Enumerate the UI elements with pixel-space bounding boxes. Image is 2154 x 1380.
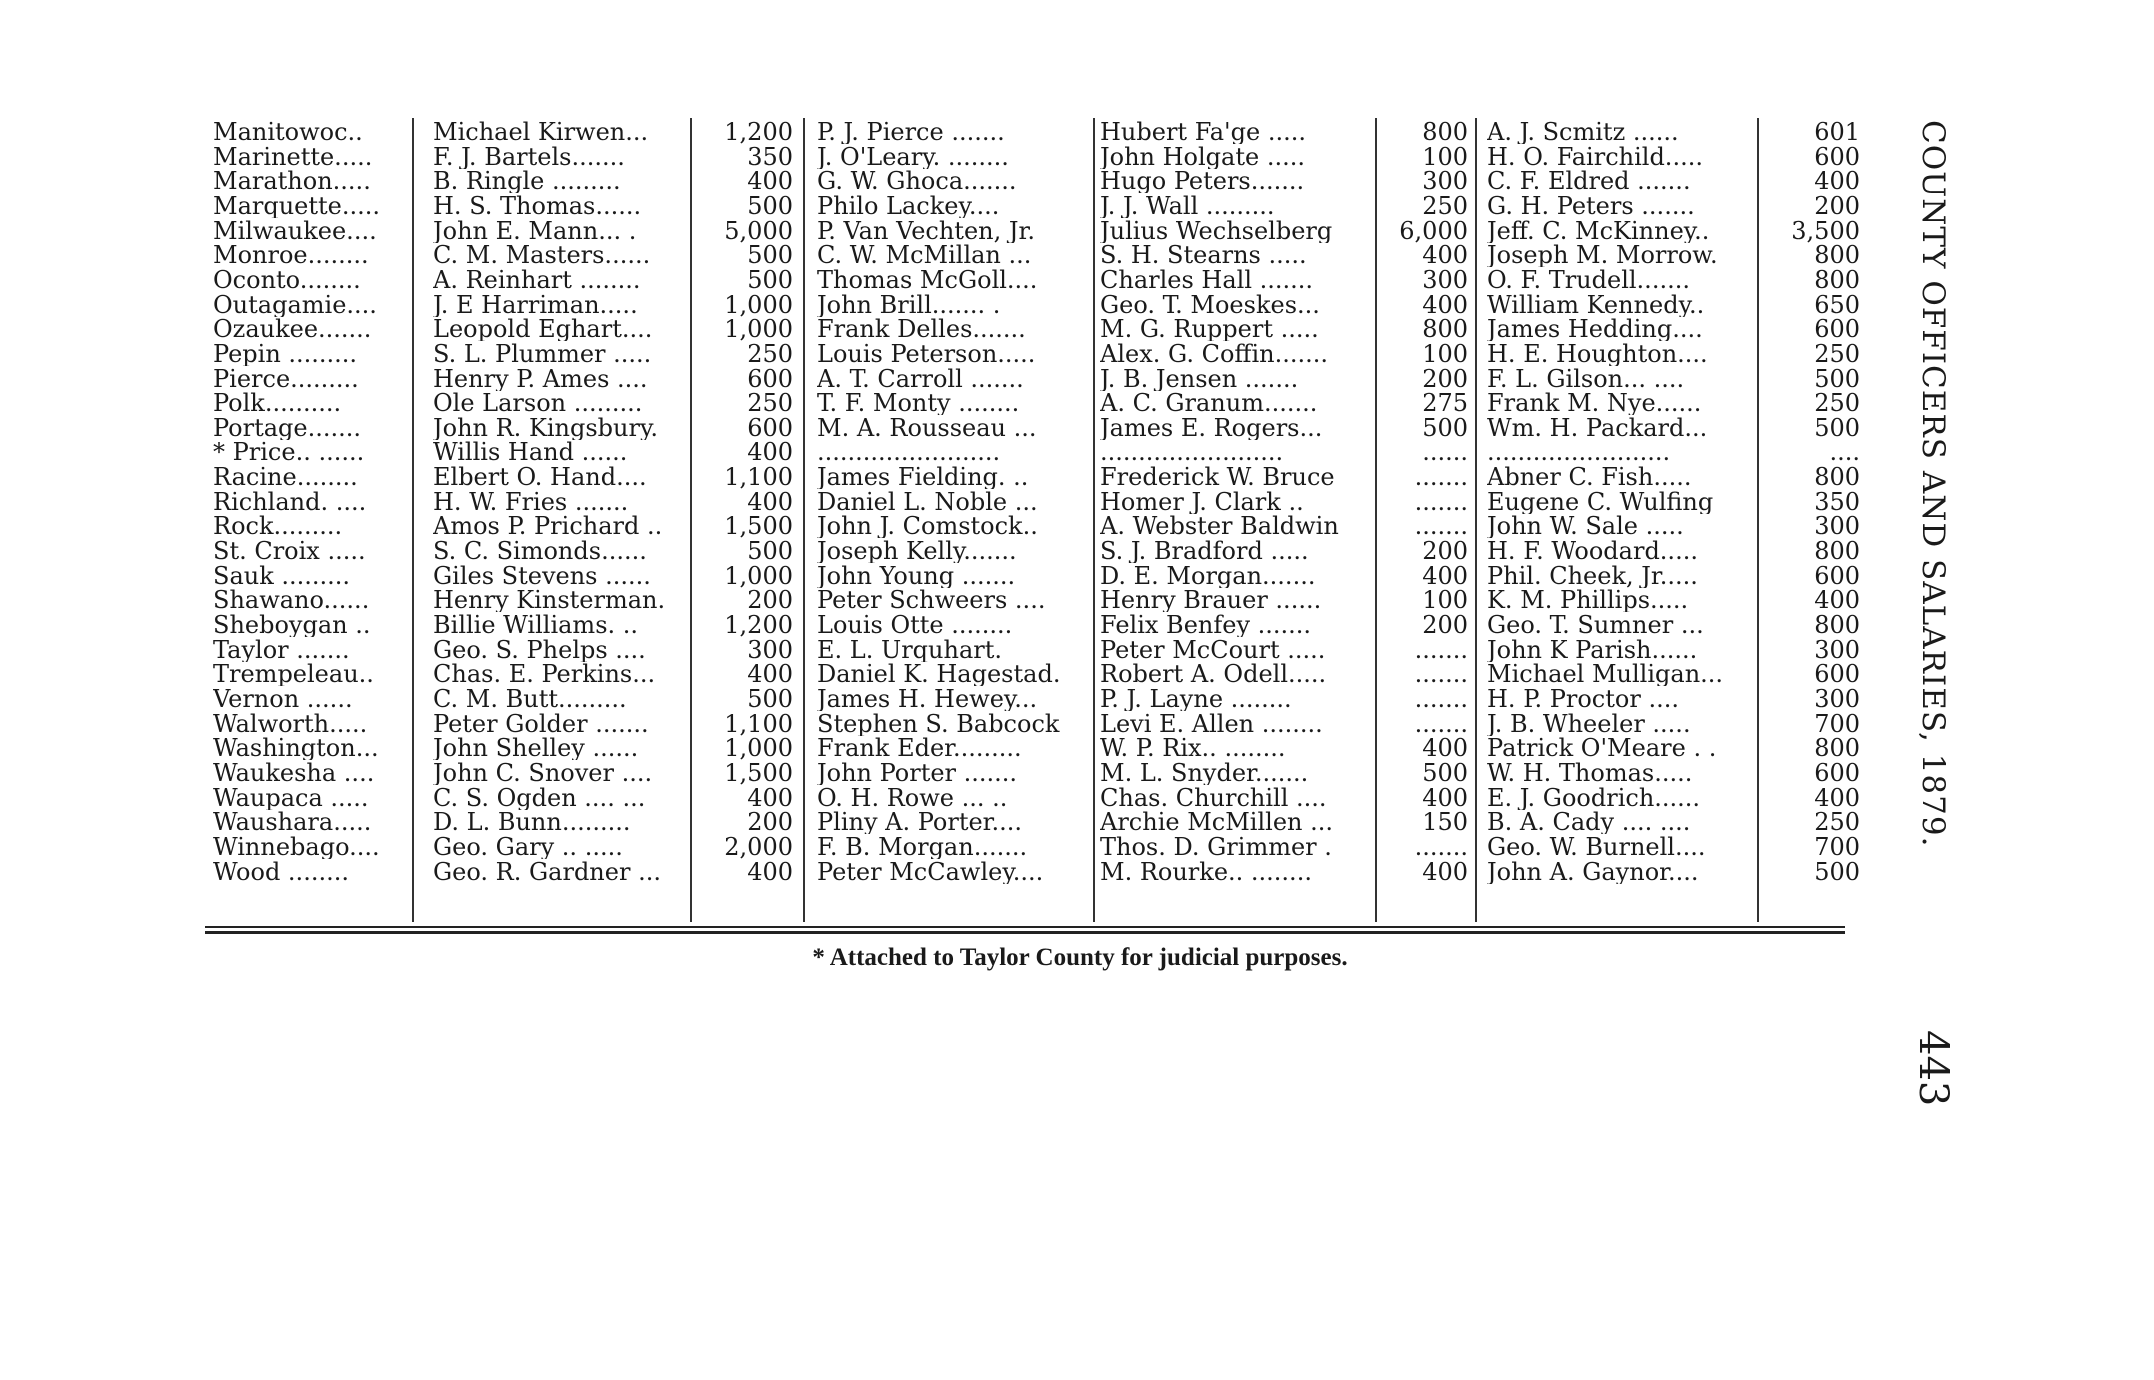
register-of-deeds: E. J. Goodrich...... bbox=[1487, 786, 1701, 810]
register-salary: 200 bbox=[1814, 194, 1860, 218]
register-salary: 250 bbox=[1814, 342, 1860, 366]
treasurer-salary: 200 bbox=[1422, 367, 1468, 391]
table-row bbox=[205, 416, 1865, 440]
county-treasurer: J. B. Jensen ....... bbox=[1100, 367, 1299, 391]
treasurer-salary: ....... bbox=[1414, 712, 1468, 736]
county-name: Milwaukee.... bbox=[213, 219, 377, 243]
county-clerk: F. B. Morgan....... bbox=[817, 835, 1028, 859]
county-clerk: James Fielding. .. bbox=[817, 465, 1029, 489]
county-judge: J. E Harriman..... bbox=[433, 293, 638, 317]
county-name: Outagamie.... bbox=[213, 293, 377, 317]
county-judge: H. W. Fries ....... bbox=[433, 490, 629, 514]
county-judge: Ole Larson ......... bbox=[433, 391, 643, 415]
register-salary: 300 bbox=[1814, 638, 1860, 662]
table-row bbox=[205, 342, 1865, 366]
register-of-deeds: H. O. Fairchild..... bbox=[1487, 145, 1703, 169]
register-salary: 500 bbox=[1814, 860, 1860, 884]
county-judge: C. M. Masters...... bbox=[433, 243, 651, 267]
register-of-deeds: Patrick O'Meare . . bbox=[1487, 736, 1717, 760]
county-clerk: M. A. Rousseau ... bbox=[817, 416, 1037, 440]
table-row bbox=[205, 293, 1865, 317]
register-salary: 700 bbox=[1814, 835, 1860, 859]
county-judge: F. J. Bartels....... bbox=[433, 145, 625, 169]
county-treasurer: Homer J. Clark .. bbox=[1100, 490, 1304, 514]
judge-salary: 400 bbox=[747, 490, 793, 514]
table-row bbox=[205, 638, 1865, 662]
table-row bbox=[205, 243, 1865, 267]
column-divider bbox=[690, 118, 692, 922]
county-name: Sheboygan .. bbox=[213, 613, 371, 637]
footnote: * Attached to Taylor County for judicial purposes. bbox=[812, 944, 1348, 971]
register-of-deeds: Eugene C. Wulfing bbox=[1487, 490, 1714, 514]
county-treasurer: M. Rourke.. ........ bbox=[1100, 860, 1312, 884]
county-name: Shawano...... bbox=[213, 588, 370, 612]
county-treasurer: Robert A. Odell..... bbox=[1100, 662, 1327, 686]
register-of-deeds: H. P. Proctor .... bbox=[1487, 687, 1679, 711]
treasurer-salary: 400 bbox=[1422, 564, 1468, 588]
judge-salary: 1,200 bbox=[724, 613, 793, 637]
county-name: Oconto........ bbox=[213, 268, 361, 292]
judge-salary: 400 bbox=[747, 786, 793, 810]
judge-salary: 350 bbox=[747, 145, 793, 169]
county-judge: Elbert O. Hand.... bbox=[433, 465, 647, 489]
treasurer-salary: 400 bbox=[1422, 243, 1468, 267]
register-salary: 600 bbox=[1814, 317, 1860, 341]
register-salary: 500 bbox=[1814, 367, 1860, 391]
register-of-deeds: Jeff. C. McKinney.. bbox=[1487, 219, 1710, 243]
register-of-deeds: ........................ bbox=[1487, 440, 1671, 464]
county-clerk: O. H. Rowe ... .. bbox=[817, 786, 1008, 810]
county-name: Marinette..... bbox=[213, 145, 373, 169]
register-of-deeds: Abner C. Fish..... bbox=[1487, 465, 1692, 489]
column-divider bbox=[1757, 118, 1759, 922]
judge-salary: 300 bbox=[747, 638, 793, 662]
judge-salary: 500 bbox=[747, 687, 793, 711]
county-treasurer: Julius Wechselberg bbox=[1100, 219, 1333, 243]
register-salary: 600 bbox=[1814, 662, 1860, 686]
register-of-deeds: Wm. H. Packard... bbox=[1487, 416, 1708, 440]
treasurer-salary: 500 bbox=[1422, 761, 1468, 785]
treasurer-salary: 300 bbox=[1422, 169, 1468, 193]
county-judge: Geo. R. Gardner ... bbox=[433, 860, 661, 884]
county-clerk: G. W. Ghoca....... bbox=[817, 169, 1017, 193]
county-name: St. Croix ..... bbox=[213, 539, 366, 563]
table-row bbox=[205, 120, 1865, 144]
county-clerk: John Brill....... . bbox=[817, 293, 1001, 317]
county-clerk: J. O'Leary. ........ bbox=[817, 145, 1009, 169]
table-row bbox=[205, 786, 1865, 810]
register-of-deeds: Geo. W. Burnell.... bbox=[1487, 835, 1706, 859]
county-judge: B. Ringle ......... bbox=[433, 169, 621, 193]
table-row bbox=[205, 391, 1865, 415]
county-judge: John E. Mann... . bbox=[433, 219, 637, 243]
judge-salary: 500 bbox=[747, 539, 793, 563]
county-clerk: Daniel L. Noble ... bbox=[817, 490, 1038, 514]
treasurer-salary: 800 bbox=[1422, 120, 1468, 144]
county-treasurer: John Holgate ..... bbox=[1100, 145, 1305, 169]
county-clerk: C. W. McMillan ... bbox=[817, 243, 1032, 267]
table-row bbox=[205, 810, 1865, 834]
county-name: Manitowoc.. bbox=[213, 120, 363, 144]
register-of-deeds: Joseph M. Morrow. bbox=[1487, 243, 1718, 267]
treasurer-salary: 100 bbox=[1422, 588, 1468, 612]
county-judge: C. S. Ogden .... ... bbox=[433, 786, 646, 810]
register-salary: 600 bbox=[1814, 761, 1860, 785]
county-judge: D. L. Bunn......... bbox=[433, 810, 631, 834]
judge-salary: 600 bbox=[747, 367, 793, 391]
county-clerk: John Porter ....... bbox=[817, 761, 1018, 785]
county-name: Racine........ bbox=[213, 465, 358, 489]
county-treasurer: D. E. Morgan....... bbox=[1100, 564, 1316, 588]
county-clerk: P. Van Vechten, Jr. bbox=[817, 219, 1035, 243]
table-row bbox=[205, 219, 1865, 243]
county-treasurer: W. P. Rix.. ........ bbox=[1100, 736, 1286, 760]
county-judge: John R. Kingsbury. bbox=[433, 416, 658, 440]
judge-salary: 2,000 bbox=[724, 835, 793, 859]
county-treasurer: Hugo Peters....... bbox=[1100, 169, 1305, 193]
treasurer-salary: 250 bbox=[1422, 194, 1468, 218]
county-name: Pierce......... bbox=[213, 367, 359, 391]
county-name: Ozaukee....... bbox=[213, 317, 372, 341]
register-salary: 601 bbox=[1814, 120, 1860, 144]
county-clerk: Peter Schweers .... bbox=[817, 588, 1046, 612]
register-salary: 800 bbox=[1814, 243, 1860, 267]
treasurer-salary: ....... bbox=[1414, 687, 1468, 711]
county-treasurer: P. J. Layne ........ bbox=[1100, 687, 1292, 711]
judge-salary: 1,000 bbox=[724, 293, 793, 317]
county-treasurer: M. L. Snyder....... bbox=[1100, 761, 1309, 785]
register-of-deeds: K. M. Phillips..... bbox=[1487, 588, 1689, 612]
county-treasurer: A. Webster Baldwin bbox=[1100, 514, 1339, 538]
county-judge: S. C. Simonds...... bbox=[433, 539, 647, 563]
table-row bbox=[205, 662, 1865, 686]
judge-salary: 1,100 bbox=[724, 465, 793, 489]
county-treasurer: Thos. D. Grimmer . bbox=[1100, 835, 1332, 859]
county-treasurer: Chas. Churchill .... bbox=[1100, 786, 1327, 810]
treasurer-salary: ...... bbox=[1422, 440, 1468, 464]
register-of-deeds: John A. Gaynor.... bbox=[1487, 860, 1699, 884]
register-salary: 800 bbox=[1814, 539, 1860, 563]
treasurer-salary: 400 bbox=[1422, 786, 1468, 810]
judge-salary: 500 bbox=[747, 194, 793, 218]
county-name: Wood ........ bbox=[213, 860, 349, 884]
judge-salary: 400 bbox=[747, 860, 793, 884]
county-clerk: Joseph Kelly....... bbox=[817, 539, 1017, 563]
treasurer-salary: 200 bbox=[1422, 613, 1468, 637]
county-judge: Billie Williams. .. bbox=[433, 613, 639, 637]
county-treasurer: M. G. Ruppert ..... bbox=[1100, 317, 1319, 341]
county-name: Waupaca ..... bbox=[213, 786, 369, 810]
county-judge: Peter Golder ....... bbox=[433, 712, 649, 736]
table-row bbox=[205, 367, 1865, 391]
county-name: Trempeleau.. bbox=[213, 662, 374, 686]
table-row bbox=[205, 514, 1865, 538]
judge-salary: 1,100 bbox=[724, 712, 793, 736]
table-row bbox=[205, 712, 1865, 736]
treasurer-salary: 400 bbox=[1422, 736, 1468, 760]
judge-salary: 200 bbox=[747, 588, 793, 612]
register-of-deeds: John W. Sale ..... bbox=[1487, 514, 1684, 538]
county-judge: Leopold Eghart.... bbox=[433, 317, 653, 341]
county-judge: C. M. Butt......... bbox=[433, 687, 627, 711]
county-judge: H. S. Thomas...... bbox=[433, 194, 642, 218]
county-name: Washington... bbox=[213, 736, 379, 760]
county-name: Marquette..... bbox=[213, 194, 381, 218]
register-salary: 600 bbox=[1814, 564, 1860, 588]
register-of-deeds: F. L. Gilson... .... bbox=[1487, 367, 1685, 391]
county-treasurer: ........................ bbox=[1100, 440, 1284, 464]
county-treasurer: Alex. G. Coffin....... bbox=[1100, 342, 1328, 366]
treasurer-salary: 100 bbox=[1422, 145, 1468, 169]
table-row bbox=[205, 564, 1865, 588]
county-treasurer: S. J. Bradford ..... bbox=[1100, 539, 1309, 563]
register-salary: 800 bbox=[1814, 465, 1860, 489]
county-name: Waukesha .... bbox=[213, 761, 375, 785]
treasurer-salary: 400 bbox=[1422, 293, 1468, 317]
county-treasurer: J. J. Wall ......... bbox=[1100, 194, 1275, 218]
county-clerk: James H. Hewey... bbox=[817, 687, 1038, 711]
county-treasurer: Frederick W. Bruce bbox=[1100, 465, 1335, 489]
county-clerk: ........................ bbox=[817, 440, 1001, 464]
county-treasurer: Charles Hall ....... bbox=[1100, 268, 1314, 292]
treasurer-salary: ....... bbox=[1414, 490, 1468, 514]
table-row bbox=[205, 145, 1865, 169]
county-treasurer: S. H. Stearns ..... bbox=[1100, 243, 1307, 267]
table-row bbox=[205, 169, 1865, 193]
county-judge: Chas. E. Perkins... bbox=[433, 662, 656, 686]
county-judge: Geo. Gary .. ..... bbox=[433, 835, 623, 859]
county-name: Winnebago.... bbox=[213, 835, 380, 859]
register-salary: 700 bbox=[1814, 712, 1860, 736]
county-treasurer: Peter McCourt ..... bbox=[1100, 638, 1326, 662]
column-divider bbox=[1475, 118, 1477, 922]
county-name: Polk.......... bbox=[213, 391, 342, 415]
treasurer-salary: ....... bbox=[1414, 638, 1468, 662]
page-number: 443 bbox=[1910, 1030, 1956, 1107]
table-row bbox=[205, 761, 1865, 785]
treasurer-salary: 500 bbox=[1422, 416, 1468, 440]
county-judge: S. L. Plummer ..... bbox=[433, 342, 652, 366]
county-judge: Michael Kirwen... bbox=[433, 120, 649, 144]
register-of-deeds: G. H. Peters ....... bbox=[1487, 194, 1695, 218]
register-salary: 600 bbox=[1814, 145, 1860, 169]
table-row bbox=[205, 268, 1865, 292]
register-salary: 400 bbox=[1814, 169, 1860, 193]
register-salary: 250 bbox=[1814, 810, 1860, 834]
county-name: Rock......... bbox=[213, 514, 343, 538]
judge-salary: 500 bbox=[747, 243, 793, 267]
treasurer-salary: 300 bbox=[1422, 268, 1468, 292]
table-bottom-rule bbox=[205, 926, 1845, 928]
table-row bbox=[205, 539, 1865, 563]
county-judge: Giles Stevens ...... bbox=[433, 564, 651, 588]
judge-salary: 1,500 bbox=[724, 761, 793, 785]
register-salary: 400 bbox=[1814, 588, 1860, 612]
judge-salary: 1,500 bbox=[724, 514, 793, 538]
register-salary: 250 bbox=[1814, 391, 1860, 415]
county-clerk: T. F. Monty ........ bbox=[817, 391, 1020, 415]
register-of-deeds: John K Parish...... bbox=[1487, 638, 1698, 662]
register-of-deeds: H. E. Houghton.... bbox=[1487, 342, 1708, 366]
table-row bbox=[205, 440, 1865, 464]
register-of-deeds: A. J. Scmitz ...... bbox=[1487, 120, 1679, 144]
register-of-deeds: Frank M. Nye...... bbox=[1487, 391, 1702, 415]
judge-salary: 200 bbox=[747, 810, 793, 834]
register-of-deeds: J. B. Wheeler ..... bbox=[1487, 712, 1691, 736]
running-head: COUNTY OFFICERS AND SALARIES, 1879. bbox=[1915, 120, 1951, 848]
county-clerk: Peter McCawley.... bbox=[817, 860, 1044, 884]
county-clerk: Frank Eder......... bbox=[817, 736, 1022, 760]
county-name: Taylor ....... bbox=[213, 638, 350, 662]
county-treasurer: A. C. Granum....... bbox=[1100, 391, 1318, 415]
county-name: Sauk ......... bbox=[213, 564, 351, 588]
register-salary: 350 bbox=[1814, 490, 1860, 514]
table-row bbox=[205, 465, 1865, 489]
register-salary: 500 bbox=[1814, 416, 1860, 440]
county-clerk: John J. Comstock.. bbox=[817, 514, 1038, 538]
register-of-deeds: O. F. Trudell....... bbox=[1487, 268, 1690, 292]
treasurer-salary: ....... bbox=[1414, 835, 1468, 859]
judge-salary: 1,000 bbox=[724, 317, 793, 341]
county-judge: Henry P. Ames .... bbox=[433, 367, 648, 391]
treasurer-salary: ....... bbox=[1414, 662, 1468, 686]
county-name: Monroe........ bbox=[213, 243, 369, 267]
county-treasurer: Levi E. Allen ........ bbox=[1100, 712, 1323, 736]
table-row bbox=[205, 194, 1865, 218]
table-row bbox=[205, 736, 1865, 760]
county-clerk: Pliny A. Porter.... bbox=[817, 810, 1023, 834]
register-salary: 800 bbox=[1814, 268, 1860, 292]
county-name: Portage....... bbox=[213, 416, 362, 440]
county-name: Walworth..... bbox=[213, 712, 368, 736]
county-treasurer: Henry Brauer ...... bbox=[1100, 588, 1322, 612]
table-row bbox=[205, 490, 1865, 514]
treasurer-salary: 275 bbox=[1422, 391, 1468, 415]
county-judge: Amos P. Prichard .. bbox=[433, 514, 663, 538]
treasurer-salary: 6,000 bbox=[1399, 219, 1468, 243]
register-salary: 300 bbox=[1814, 687, 1860, 711]
register-salary: 800 bbox=[1814, 613, 1860, 637]
judge-salary: 250 bbox=[747, 391, 793, 415]
column-divider bbox=[412, 118, 414, 922]
county-clerk: P. J. Pierce ....... bbox=[817, 120, 1005, 144]
register-of-deeds: W. H. Thomas..... bbox=[1487, 761, 1693, 785]
register-of-deeds: C. F. Eldred ....... bbox=[1487, 169, 1691, 193]
county-clerk: Frank Delles....... bbox=[817, 317, 1026, 341]
county-judge: Henry Kinsterman. bbox=[433, 588, 666, 612]
judge-salary: 250 bbox=[747, 342, 793, 366]
judge-salary: 600 bbox=[747, 416, 793, 440]
county-clerk: E. L. Urquhart. bbox=[817, 638, 1003, 662]
county-treasurer: Hubert Fa'ge ..... bbox=[1100, 120, 1306, 144]
judge-salary: 1,200 bbox=[724, 120, 793, 144]
table-row bbox=[205, 317, 1865, 341]
register-salary: 800 bbox=[1814, 736, 1860, 760]
county-treasurer: Felix Benfey ....... bbox=[1100, 613, 1312, 637]
register-of-deeds: Geo. T. Sumner ... bbox=[1487, 613, 1704, 637]
register-salary: 400 bbox=[1814, 786, 1860, 810]
county-judge: John C. Snover .... bbox=[433, 761, 653, 785]
judge-salary: 400 bbox=[747, 169, 793, 193]
register-of-deeds: James Hedding.... bbox=[1487, 317, 1703, 341]
county-name: Pepin ......... bbox=[213, 342, 358, 366]
county-judge: A. Reinhart ........ bbox=[433, 268, 641, 292]
county-clerk: A. T. Carroll ....... bbox=[817, 367, 1024, 391]
table-row bbox=[205, 860, 1865, 884]
county-name: * Price.. ...... bbox=[213, 440, 365, 464]
register-of-deeds: Michael Mulligan... bbox=[1487, 662, 1724, 686]
county-name: Richland. .... bbox=[213, 490, 367, 514]
county-judge: Willis Hand ...... bbox=[433, 440, 628, 464]
county-name: Vernon ...... bbox=[213, 687, 353, 711]
register-of-deeds: H. F. Woodard..... bbox=[1487, 539, 1698, 563]
county-treasurer: James E. Rogers... bbox=[1100, 416, 1323, 440]
county-treasurer: Geo. T. Moeskes... bbox=[1100, 293, 1320, 317]
register-salary: 650 bbox=[1814, 293, 1860, 317]
treasurer-salary: 800 bbox=[1422, 317, 1468, 341]
judge-salary: 400 bbox=[747, 662, 793, 686]
county-treasurer: Archie McMillen ... bbox=[1100, 810, 1334, 834]
register-salary: 300 bbox=[1814, 514, 1860, 538]
county-clerk: John Young ....... bbox=[817, 564, 1016, 588]
table-bottom-rule-thick bbox=[205, 931, 1845, 934]
register-salary: .... bbox=[1829, 440, 1860, 464]
table-row bbox=[205, 835, 1865, 859]
column-divider bbox=[1093, 118, 1095, 922]
county-judge: John Shelley ...... bbox=[433, 736, 639, 760]
judge-salary: 5,000 bbox=[724, 219, 793, 243]
county-clerk: Philo Lackey.... bbox=[817, 194, 1000, 218]
judge-salary: 1,000 bbox=[724, 564, 793, 588]
county-clerk: Louis Otte ........ bbox=[817, 613, 1013, 637]
register-salary: 3,500 bbox=[1791, 219, 1860, 243]
column-divider bbox=[803, 118, 805, 922]
treasurer-salary: 150 bbox=[1422, 810, 1468, 834]
treasurer-salary: ....... bbox=[1414, 465, 1468, 489]
county-judge: Geo. S. Phelps .... bbox=[433, 638, 646, 662]
county-name: Waushara..... bbox=[213, 810, 372, 834]
judge-salary: 500 bbox=[747, 268, 793, 292]
table-row bbox=[205, 613, 1865, 637]
register-of-deeds: William Kennedy.. bbox=[1487, 293, 1705, 317]
county-clerk: Daniel K. Hagestad. bbox=[817, 662, 1061, 686]
county-clerk: Louis Peterson..... bbox=[817, 342, 1036, 366]
judge-salary: 1,000 bbox=[724, 736, 793, 760]
register-of-deeds: Phil. Cheek, Jr..... bbox=[1487, 564, 1698, 588]
treasurer-salary: 100 bbox=[1422, 342, 1468, 366]
table-row bbox=[205, 687, 1865, 711]
treasurer-salary: ....... bbox=[1414, 514, 1468, 538]
county-clerk: Thomas McGoll.... bbox=[817, 268, 1038, 292]
treasurer-salary: 400 bbox=[1422, 860, 1468, 884]
treasurer-salary: 200 bbox=[1422, 539, 1468, 563]
column-divider bbox=[1375, 118, 1377, 922]
judge-salary: 400 bbox=[747, 440, 793, 464]
county-name: Marathon..... bbox=[213, 169, 371, 193]
table-row bbox=[205, 588, 1865, 612]
county-clerk: Stephen S. Babcock bbox=[817, 712, 1060, 736]
register-of-deeds: B. A. Cady .... .... bbox=[1487, 810, 1691, 834]
